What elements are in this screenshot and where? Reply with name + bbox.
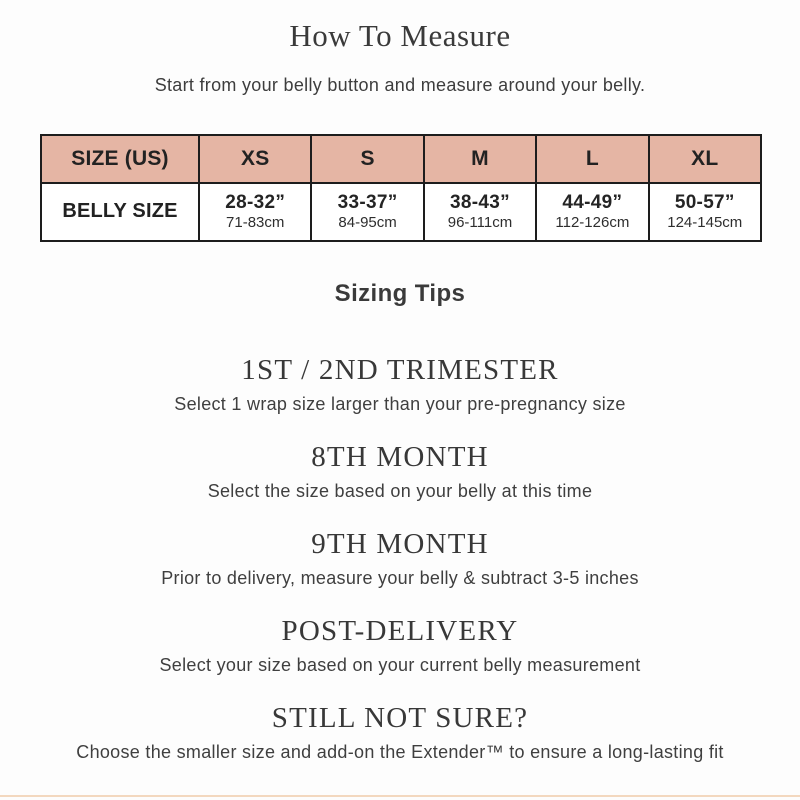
size-chart-cell-s	[311, 183, 423, 241]
belly-size-row	[41, 183, 761, 241]
bottom-section-divider	[0, 795, 800, 797]
sizing-tip-description: Select your size based on your current belly measurement	[159, 655, 641, 675]
size-chart-header-m: M	[424, 135, 536, 183]
size-chart-header-xl: XL	[649, 135, 761, 183]
size-chart-header-l: L	[536, 135, 648, 183]
size-chart-header-xs: XS	[199, 135, 311, 183]
size-chart-table	[40, 134, 762, 242]
sizing-tip-title: 8TH MONTH	[311, 441, 489, 473]
size-chart-row-label	[41, 183, 199, 241]
page-subtitle: Start from your belly button and measure around your belly.	[154, 75, 646, 95]
cm-value: 124-145cm	[667, 213, 743, 231]
size-chart-header-s: S	[311, 135, 423, 183]
belly-size-label: BELLY SIZE	[62, 199, 178, 222]
section-post-delivery	[0, 613, 800, 678]
size-chart-cell-l	[536, 183, 648, 241]
inches-value: 38-43”	[450, 191, 510, 213]
section-1st-2nd-trimester	[0, 352, 800, 417]
inches-value: 44-49”	[562, 191, 623, 213]
sizing-tip-title: POST-DELIVERY	[281, 615, 519, 647]
sizing-tips-heading: Sizing Tips	[334, 280, 466, 307]
inches-value: 33-37”	[337, 191, 398, 213]
sizing-tip-title: 1ST / 2ND TRIMESTER	[241, 354, 559, 386]
cm-value: 84-95cm	[338, 213, 397, 231]
page-title: How To Measure	[289, 18, 511, 53]
section-8th-month	[0, 439, 800, 504]
cm-value: 112-126cm	[555, 213, 630, 231]
size-chart-header-row	[41, 135, 761, 183]
sizing-tip-description: Choose the smaller size and add-on the Extender™ to ensure a long-lasting fit	[76, 742, 724, 762]
size-chart-header-size-us: SIZE (US)	[41, 135, 199, 183]
section-still-not-sure	[0, 700, 800, 765]
sizing-tip-title: STILL NOT SURE?	[271, 702, 529, 734]
sizing-tip-title: 9TH MONTH	[311, 528, 489, 560]
inches-value: 28-32”	[225, 191, 286, 213]
sizing-tip-description: Prior to delivery, measure your belly & subtract 3-5 inches	[161, 568, 639, 588]
size-chart-cell-xl	[649, 183, 761, 241]
cm-value: 96-111cm	[447, 213, 513, 231]
size-chart-cell-xs	[199, 183, 311, 241]
size-chart-cell-m	[424, 183, 536, 241]
sizing-tip-description: Select the size based on your belly at this time	[207, 481, 593, 501]
inches-value: 50-57”	[674, 191, 735, 213]
cm-value: 71-83cm	[226, 213, 285, 231]
sizing-tip-description: Select 1 wrap size larger than your pre-pregnancy size	[174, 394, 626, 414]
section-9th-month	[0, 526, 800, 591]
sizing-tips-sections	[0, 352, 800, 765]
